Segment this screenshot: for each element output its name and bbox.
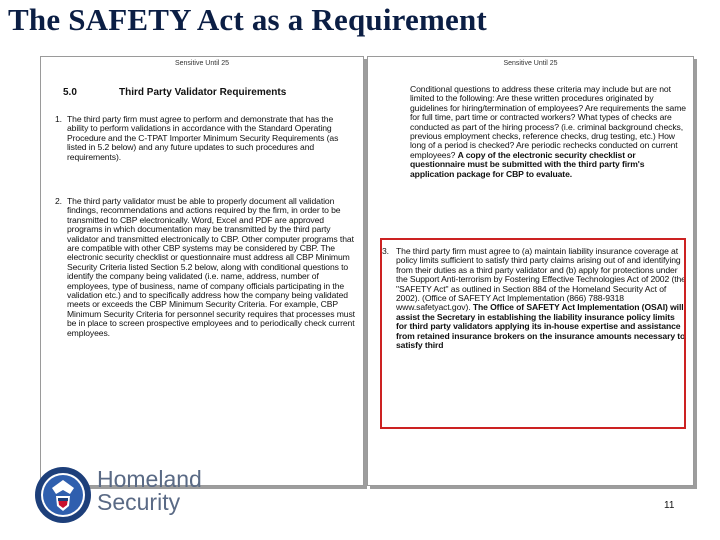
document-page-left — [40, 56, 364, 486]
page-header: Sensitive Until 25 — [174, 60, 230, 67]
homeland-security-wordmark — [97, 468, 202, 514]
continued-text: Conditional questions to address these criteria may include but are not limited to the following: Are these written procedures originated by guidelines for hiring/termination of employees? Are requirements the same for full time, part time or contracted workers? What types of checks are conducted as part of the hiring process? (i.e. criminal background checks, previous employment checks, reference checks, drug testing, etc.) How long of a period is checked? Are periodic rechecks conducted on current employees? — [410, 84, 686, 160]
section-title: Third Party Validator Requirements — [119, 87, 287, 98]
page-number: 11 — [664, 500, 675, 511]
brand-line-1: Homeland — [97, 466, 202, 492]
continued-paragraph — [410, 85, 686, 179]
slide-title: The SAFETY Act as a Requirement — [8, 2, 487, 37]
page-header: Sensitive Until 25 — [503, 60, 558, 67]
list-item-text: The third party validator must be able to properly document all validation findings, recommendations and actions required by the firm, in order to be transmitted to CBP electronically. Word, Excel and PDF are approved programs in which documentation may be transmitted by the third party validator and transmitted electronically to CBP. Other computer programs that are compatible with other CBP systems may be considered by CBP. The electronic security checklist or questionnaire must address all CBP Minimum Security Criteria listed Section 5.2 below, along with conditional questions to identify the company being validated (i.e. name, address, number of employees, type of business, name of company officials participating in the validation etc.) and to specifically address how the company being validated meets or exceeds the CBP Minimum Security Criteria. For example, CBP Minimum Security Criteria for personnel security requires that processes must be in place to screen prospective employees and to periodically check current employees. — [67, 196, 355, 338]
item3-text: The third party firm must agree to (a) maintain liability insurance coverage at policy limits sufficient to satisfy third party claims arising out of and identifying from their duties as a third party validator and (b) apply for protections under the Support Anti-terrorism by Fostering Effective Technologies Act of 2002 (the "SAFETY Act" as outlined in Section 884 of the Homeland Security Act of 2002). (Office of SAFETY Act Implementation (866) 788-9318 www.safetyact.gov). — [396, 246, 686, 313]
list-item — [55, 197, 355, 338]
continued-bold-text: A copy of the electronic security checklist or questionnaire must be submitted with the third party firm's application package for CBP to evaluate. — [410, 149, 645, 179]
list-item-number: 3. — [382, 246, 389, 256]
section-number: 5.0 — [63, 87, 77, 98]
highlight-box — [380, 238, 686, 429]
list-item-number: 1. — [55, 114, 62, 124]
list-item — [55, 115, 355, 162]
list-item-number: 2. — [55, 196, 62, 206]
brand-line-2: Security — [97, 489, 181, 515]
list-item-text: The third party firm must agree to perform and demonstrate that has the ability to perform validations in accordance with the Standard Operating Procedure and the C-TPAT Importer Minimum Security Requirements (as listed in 5.2 below) and any future updates to such procedures and requirements). — [67, 114, 339, 162]
dhs-seal-icon — [34, 466, 92, 524]
item3-bold-text: The Office of SAFETY Act Implementation (OSAI) will assist the Secretary in establishing the liability insurance policy limits for third party validators applying its in-house expertise and assistance from retained insurance brokers on the insurance amounts necessary to satisfy third — [396, 302, 686, 351]
section-heading — [63, 87, 286, 98]
